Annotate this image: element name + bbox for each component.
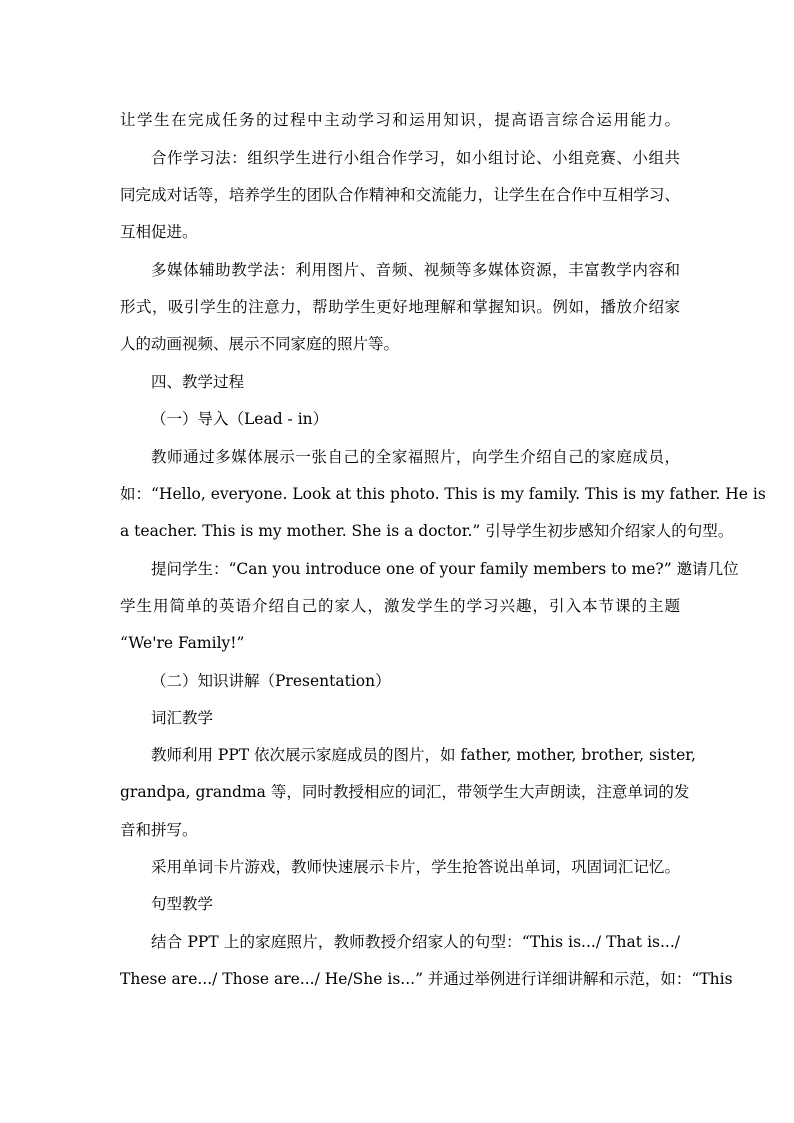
subsection-heading: （一）导入（Lead - in） (151, 410, 329, 428)
section-heading: 四、教学过程 (151, 373, 245, 391)
topic-heading: 词汇教学 (151, 709, 214, 727)
paragraph-line: a teacher. This is my mother. She is a doctor.” 引导学生初步感知介绍家人的句型。 (120, 522, 734, 540)
paragraph-line: grandpa, grandma 等，同时教授相应的词汇，带领学生大声朗读，注意单词的发 (120, 783, 690, 801)
paragraph-line: 让学生在完成任务的过程中主动学习和运用知识，提高语言综合运用能力。 (120, 111, 680, 129)
paragraph-line: 提问学生：“Can you introduce one of your family members to me?” 邀请几位 (151, 560, 739, 578)
subsection-heading: （二）知识讲解（Presentation） (151, 672, 391, 690)
paragraph-line: 采用单词卡片游戏，教师快速展示卡片，学生抢答说出单词，巩固词汇记忆。 (151, 858, 680, 876)
topic-heading: 句型教学 (151, 895, 214, 913)
paragraph-line: These are.../ Those are.../ He/She is...” 并通过举例进行详细讲解和示范，如：“This (120, 970, 733, 988)
paragraph-line: 结合 PPT 上的家庭照片，教师教授介绍家人的句型：“This is.../ That is.../ (151, 933, 680, 951)
paragraph-line: 音和拼写。 (120, 821, 198, 839)
paragraph-line: 学生用简单的英语介绍自己的家人，激发学生的学习兴趣，引入本节课的主题 (120, 597, 680, 615)
paragraph-line: 教师利用 PPT 依次展示家庭成员的图片，如 father, mother, brother, sister, (151, 746, 696, 764)
paragraph-line: 人的动画视频、展示不同家庭的照片等。 (120, 335, 400, 353)
paragraph-line: 教师通过多媒体展示一张自己的全家福照片，向学生介绍自己的家庭成员， (151, 448, 680, 466)
paragraph-line: 形式，吸引学生的注意力，帮助学生更好地理解和掌握知识。例如，播放介绍家 (120, 298, 680, 316)
paragraph-line: 同完成对话等，培养学生的团队合作精神和交流能力，让学生在合作中互相学习、 (120, 186, 680, 204)
paragraph-line: 合作学习法：组织学生进行小组合作学习，如小组讨论、小组竞赛、小组共 (151, 149, 680, 167)
paragraph-line: 互相促进。 (120, 223, 198, 241)
paragraph-line: 如：“Hello, everyone. Look at this photo. This is my family. This is my father. He is (120, 485, 766, 503)
paragraph-line: “We're Family!” (120, 634, 245, 652)
paragraph-line: 多媒体辅助教学法：利用图片、音频、视频等多媒体资源，丰富教学内容和 (151, 261, 680, 279)
